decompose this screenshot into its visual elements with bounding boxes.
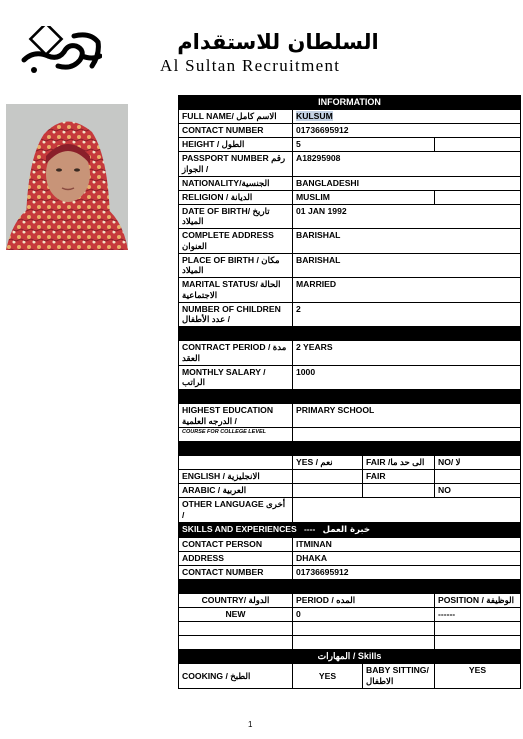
passport-label: PASSPORT NUMBER رقم الجواز / [179, 152, 293, 176]
contact-person-value: ITMINAN [293, 537, 521, 551]
cooking-label: COOKING / الطبخ [179, 663, 293, 688]
work-empty-country [179, 621, 293, 635]
english-label: ENGLISH / الانجليزية [179, 470, 293, 484]
arabic-label: ARABIC / العربية [179, 484, 293, 498]
language-fair-header: FAIR /الى حد ما [363, 456, 435, 470]
arabic-no: NO [435, 484, 521, 498]
information-form [178, 95, 521, 689]
cooking-value: YES [293, 663, 363, 688]
company-logo [20, 26, 102, 76]
english-no [435, 470, 521, 484]
section-divider [179, 327, 521, 341]
brand-english-name: Al Sultan Recruitment [160, 56, 341, 75]
english-fair: FAIR [363, 470, 435, 484]
arabic-fair [363, 484, 435, 498]
work-empty-position [435, 621, 521, 635]
work-country-value: NEW [179, 607, 293, 621]
passport-value: A18295908 [293, 152, 521, 176]
contact-number-label: CONTACT NUMBER [179, 124, 293, 138]
dob-label: DATE OF BIRTH/ تاريخ الميلاد [179, 204, 293, 228]
height-value: 5 [293, 138, 435, 152]
work-empty-country [179, 635, 293, 649]
height-label: HEIGHT / الطول [179, 138, 293, 152]
language-yes-header: YES / نعم [293, 456, 363, 470]
language-header-blank [179, 456, 293, 470]
experience-contact-value: 01736695912 [293, 565, 521, 579]
marital-status-value: MARRIED [293, 278, 521, 302]
place-of-birth-value: BARISHAL [293, 253, 521, 277]
children-value: 2 [293, 302, 521, 326]
nationality-label: NATIONALITY/الجنسية [179, 176, 293, 190]
work-empty-period [293, 635, 435, 649]
country-header: COUNTRY/ الدولة [179, 593, 293, 607]
information-title: INFORMATION [179, 96, 521, 110]
work-position-value: ------ [435, 607, 521, 621]
place-of-birth-label: PLACE OF BIRTH / مكان الميلاد [179, 253, 293, 277]
height-empty [435, 138, 521, 152]
language-no-header: NO/ لا [435, 456, 521, 470]
babysitting-value: YES [435, 663, 521, 688]
babysitting-label: BABY SITTING/ الاطفال [363, 663, 435, 688]
children-label: NUMBER OF CHILDREN عدد الأطفال / [179, 302, 293, 326]
applicant-photo [6, 104, 128, 250]
brand-arabic-name: السلطان للاستقدام [177, 30, 379, 54]
college-course-value [293, 428, 521, 442]
religion-value: MUSLIM [293, 190, 435, 204]
monthly-salary-value: 1000 [293, 365, 521, 389]
contact-number-value: 01736695912 [293, 124, 521, 138]
other-language-value [293, 498, 521, 522]
work-empty-position [435, 635, 521, 649]
experience-address-value: DHAKA [293, 551, 521, 565]
address-value: BARISHAL [293, 229, 521, 253]
skills-experience-separator: ---- [303, 523, 316, 534]
full-name-label: FULL NAME/ الاسم كامل [179, 110, 293, 124]
religion-empty [435, 190, 521, 204]
skills-experience-en: SKILLS AND EXPERIENCES [182, 523, 297, 534]
experience-contact-label: CONTACT NUMBER [179, 565, 293, 579]
contract-period-value: 2 YEARS [293, 341, 521, 365]
contract-period-label: CONTRACT PERIOD / مدة العقد [179, 341, 293, 365]
contact-person-label: CONTACT PERSON [179, 537, 293, 551]
section-divider [179, 390, 521, 404]
skills-experience-title [179, 522, 521, 537]
section-divider [179, 442, 521, 456]
work-period-value: 0 [293, 607, 435, 621]
other-language-label: OTHER LANGUAGE أخرى / [179, 498, 293, 522]
english-yes [293, 470, 363, 484]
dob-value: 01 JAN 1992 [293, 204, 521, 228]
education-label: HIGHEST EDUCATION الدرجه العلمية / [179, 404, 293, 428]
college-course-label: COURSE FOR COLLEGE LEVEL [179, 428, 293, 442]
skills-title: المهارات / Skills [179, 649, 521, 663]
full-name-value: KULSUM [296, 111, 333, 122]
period-header: PERIOD / المده [293, 593, 435, 607]
monthly-salary-label: MONTHLY SALARY / الراتب [179, 365, 293, 389]
full-name-cell [293, 110, 521, 124]
nationality-value: BANGLADESHI [293, 176, 521, 190]
arabic-yes [293, 484, 363, 498]
position-header: POSITION / الوظيفة [435, 593, 521, 607]
skills-experience-ar: خبرة العمل [322, 524, 371, 535]
religion-label: RELIGION / الديانة [179, 190, 293, 204]
education-value: PRIMARY SCHOOL [293, 404, 521, 428]
work-empty-period [293, 621, 435, 635]
section-divider [179, 579, 521, 593]
experience-address-label: ADDRESS [179, 551, 293, 565]
page-number: 1 [248, 720, 253, 729]
address-label: COMPLETE ADDRESS العنوان [179, 229, 293, 253]
marital-status-label: MARITAL STATUS/ الحالة الاجتماعية [179, 278, 293, 302]
